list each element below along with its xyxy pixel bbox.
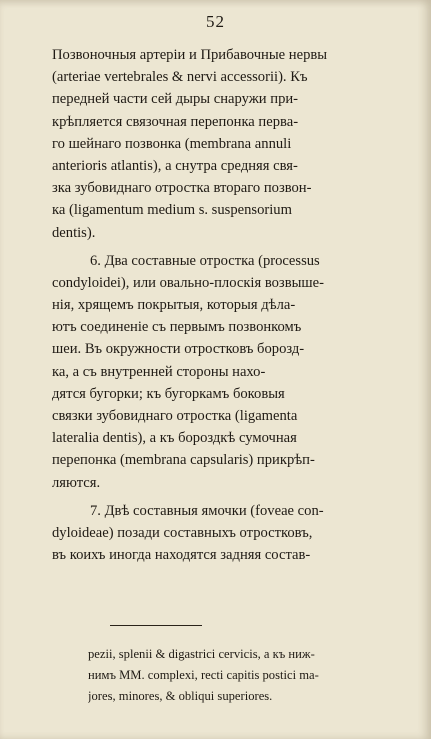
text-line: anterioris atlantis), а снутра средняя свя- xyxy=(52,157,298,174)
footnote xyxy=(88,644,423,707)
footnote-line: jores, minores, & obliqui superiores. xyxy=(88,689,273,703)
text-line: нія, хрящемъ покрытыя, которыя дѣла- xyxy=(52,297,296,314)
text-line: передней части сей дыры снаружи при- xyxy=(52,91,299,108)
page-number: 52 xyxy=(206,12,225,31)
text-line: ка (ligamentum medium s. suspensorium xyxy=(52,202,292,219)
text-line: крѣпляется связочная перепонка перва- xyxy=(52,113,299,130)
text-line: связки зубовиднаго отростка (ligamenta xyxy=(52,408,298,424)
text-line: lateralia dentis), а къ бороздкѣ сумочная xyxy=(52,430,297,447)
text-line: шеи. Въ окружности отростковъ борозд- xyxy=(52,341,305,358)
text-line: зка зубовиднаго отростка втораго позвон- xyxy=(52,180,312,197)
text-line: condyloidei), или овально-плоскія возвыше- xyxy=(52,274,324,291)
footnote-line: нимъ MM. complexi, recti capitis postici ma- xyxy=(88,668,319,682)
text-line: въ коихъ иногда находятся задняя состав- xyxy=(52,547,311,564)
text-line: Позвоночныя артеріи и Прибавочные нервы xyxy=(52,47,328,63)
text-line: (arteriae vertebrales & nervi accessorii). Къ xyxy=(52,69,308,86)
footnote-divider xyxy=(110,625,202,626)
text-line: го шейнаго позвонка (membrana annuli xyxy=(52,135,292,152)
text-line: ютъ соединеніе съ первымъ позвонкомъ xyxy=(52,319,302,336)
text-line: ляются. xyxy=(52,474,101,491)
footnote-line: pezii, splenii & digastrici cervicis, а къ ниж- xyxy=(88,647,315,661)
text-line: дятся бугорки; къ бугоркамъ боковыя xyxy=(52,385,285,402)
text-line: перепонка (membrana capsularis) прикрѣп- xyxy=(52,452,315,469)
paragraph-7-start: 7. Двѣ составныя ямочки (foveae con- xyxy=(90,502,324,519)
text-line: dentis). xyxy=(52,224,96,241)
body-text xyxy=(52,44,420,566)
text-line: dyloideae) позади составныхъ отростковъ, xyxy=(52,524,313,541)
paragraph-6-start: 6. Два составные отростка (processus xyxy=(90,252,320,269)
text-line: ка, а съ внутренней стороны нахо- xyxy=(52,363,266,380)
